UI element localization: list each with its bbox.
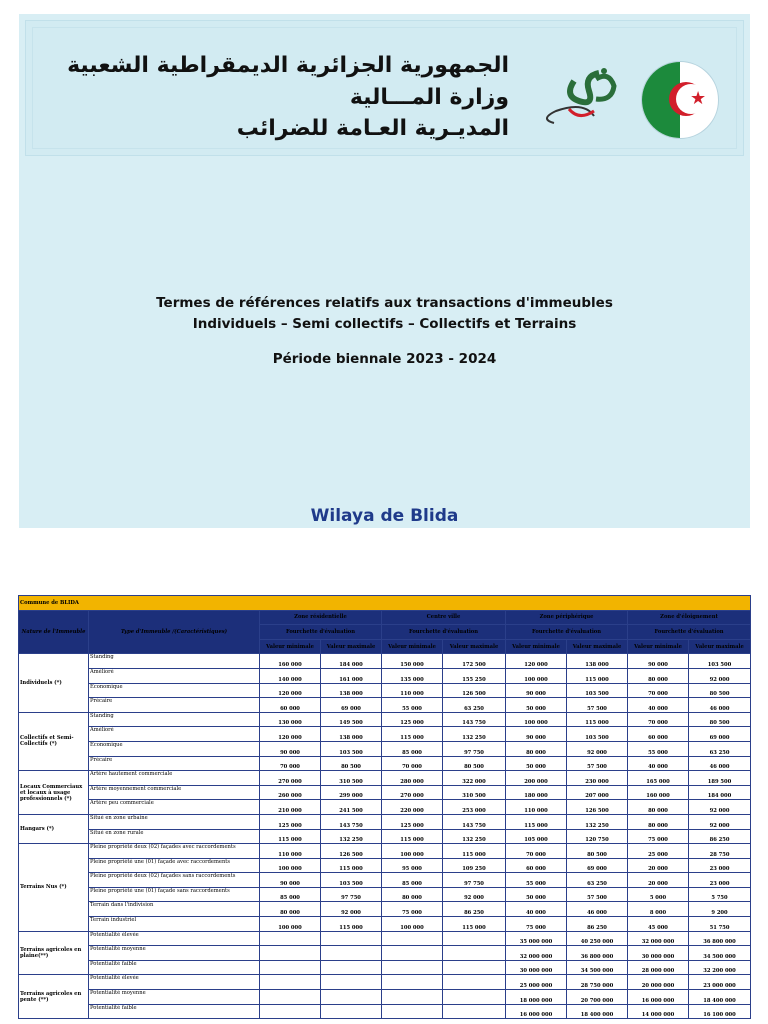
table-row [19,858,751,873]
value-cell: 210 000 [260,800,321,815]
value-cell: 115 000 [567,668,628,683]
value-cell: 45 000 [628,917,689,932]
value-cell [321,975,382,990]
value-cell: 63 250 [567,873,628,888]
type-cell: Artère moyennement commerciale [89,785,260,800]
table-row [19,829,751,844]
value-cell: 103 500 [567,683,628,698]
value-cell: 100 000 [506,668,567,683]
value-cell: 85 000 [382,741,443,756]
table-row [19,800,751,815]
value-cell: 40 250 000 [567,931,628,946]
value-cell: 57 500 [567,887,628,902]
value-cell [382,946,443,961]
value-cell: 40 000 [506,902,567,917]
value-cell: 40 000 [628,756,689,771]
value-cell: 115 000 [321,917,382,932]
table-row [19,931,751,946]
table-row [19,975,751,990]
min-header: Valeur minimale [628,639,689,654]
value-cell: 70 000 [628,712,689,727]
value-cell: 90 000 [260,741,321,756]
value-cell: 18 400 000 [689,990,751,1005]
value-cell [443,931,506,946]
valuation-table [18,595,751,1019]
value-cell: 34 500 000 [567,960,628,975]
type-cell: Artère hautement commerciale [89,771,260,786]
value-cell: 230 000 [567,771,628,786]
value-cell [260,960,321,975]
value-cell: 92 000 [689,800,751,815]
value-cell: 143 750 [321,814,382,829]
type-cell: Potentialité élevée [89,931,260,946]
value-cell: 97 750 [443,741,506,756]
value-cell [382,990,443,1005]
type-cell: Pleine propriété une (01) façade avec raccordements [89,858,260,873]
value-cell: 100 000 [260,858,321,873]
table-row [19,771,751,786]
value-cell: 241 500 [321,800,382,815]
value-cell: 75 000 [628,829,689,844]
type-cell: Précaire [89,756,260,771]
table-row [19,785,751,800]
value-cell: 16 100 000 [689,1004,751,1019]
cover-page [19,14,750,528]
value-cell: 200 000 [506,771,567,786]
value-cell: 135 000 [382,668,443,683]
table-row [19,654,751,669]
value-cell: 80 000 [628,668,689,683]
type-cell: Amélioré [89,668,260,683]
value-cell: 63 250 [689,741,751,756]
value-cell: 100 000 [506,712,567,727]
value-cell: 138 000 [321,683,382,698]
value-cell: 115 000 [321,858,382,873]
value-cell: 100 000 [382,844,443,859]
nature-cell: Terrains agricoles en pente (**) [19,975,89,1019]
value-cell: 97 750 [443,873,506,888]
value-cell: 132 250 [443,727,506,742]
table-row [19,756,751,771]
value-cell: 70 000 [382,756,443,771]
value-cell: 80 500 [321,756,382,771]
value-cell: 5 000 [628,887,689,902]
value-cell: 32 000 000 [506,946,567,961]
value-cell: 20 000 [628,858,689,873]
value-cell: 125 000 [382,712,443,727]
table-row [19,902,751,917]
commune-header: Commune de BLIDA [19,596,751,611]
value-cell: 92 000 [321,902,382,917]
table-row [19,960,751,975]
fourchette-header: Fourchette d'évaluation [260,625,382,640]
type-cell: Situé en zone urbaine [89,814,260,829]
value-cell [321,1004,382,1019]
value-cell: 55 000 [382,698,443,713]
value-cell: 220 000 [382,800,443,815]
value-cell: 115 000 [506,814,567,829]
value-cell [443,990,506,1005]
table-row [19,668,751,683]
value-cell: 32 000 000 [628,931,689,946]
value-cell: 92 000 [689,814,751,829]
value-cell: 8 000 [628,902,689,917]
type-cell: Economique [89,683,260,698]
nature-cell: Individuels (*) [19,654,89,712]
value-cell: 207 000 [567,785,628,800]
value-cell: 150 000 [382,654,443,669]
value-cell: 132 250 [321,829,382,844]
value-cell: 149 500 [321,712,382,727]
value-cell: 92 000 [443,887,506,902]
value-cell: 115 000 [567,712,628,727]
value-cell: 100 000 [382,917,443,932]
value-cell [443,975,506,990]
table-row [19,712,751,727]
value-cell: 115 000 [443,917,506,932]
fourchette-header: Fourchette d'évaluation [506,625,628,640]
nature-cell: Collectifs et Semi-Collectifs (*) [19,712,89,770]
value-cell [321,960,382,975]
value-cell: 100 000 [260,917,321,932]
type-cell: Economique [89,741,260,756]
value-cell: 16 000 000 [628,990,689,1005]
value-cell: 40 000 [628,698,689,713]
value-cell: 46 000 [567,902,628,917]
value-cell: 20 700 000 [567,990,628,1005]
value-cell: 253 000 [443,800,506,815]
zone-header: Zone périphérique [506,610,628,625]
zone-header: Zone résidentielle [260,610,382,625]
ministry-banner [25,20,744,156]
value-cell: 80 500 [689,683,751,698]
value-cell: 20 000 [628,873,689,888]
value-cell: 50 000 [506,756,567,771]
type-cell: Terrain dans l'indivision [89,902,260,917]
value-cell: 109 250 [443,858,506,873]
nature-cell: Hangars (*) [19,814,89,843]
table-row [19,698,751,713]
nature-cell: Terrains Nus (*) [19,844,89,932]
col-nature-header: Nature de l'Immeuble [19,610,89,654]
value-cell: 18 000 000 [506,990,567,1005]
type-cell: Potentialité moyenne [89,990,260,1005]
value-cell: 95 000 [382,858,443,873]
nature-cell: Locaux Commerciaux et locaux à usage professionnels (*) [19,771,89,815]
value-cell: 32 200 000 [689,960,751,975]
value-cell: 120 000 [260,683,321,698]
arabic-directorate-title: المديـرية العـامة للضرائب [236,116,509,141]
type-cell: Standing [89,654,260,669]
value-cell: 80 500 [567,844,628,859]
value-cell: 36 800 000 [567,946,628,961]
max-header: Valeur maximale [321,639,382,654]
value-cell: 103 500 [321,741,382,756]
value-cell: 92 000 [689,668,751,683]
value-cell: 30 000 000 [506,960,567,975]
arabic-republic-title: الجمهورية الجزائرية الديمقراطية الشعبية [67,53,509,78]
value-cell [260,931,321,946]
document-title-line1: Termes de références relatifs aux transactions d'immeubles [156,295,613,311]
value-cell: 35 000 000 [506,931,567,946]
value-cell: 126 500 [321,844,382,859]
value-cell: 14 000 000 [628,1004,689,1019]
value-cell: 120 750 [567,829,628,844]
value-cell: 126 500 [567,800,628,815]
value-cell: 69 000 [567,858,628,873]
max-header: Valeur maximale [689,639,751,654]
value-cell [382,960,443,975]
zone-header: Centre ville [382,610,506,625]
value-cell: 260 000 [260,785,321,800]
type-cell: Pleine propriété une (01) façade sans raccordements [89,887,260,902]
value-cell: 103 500 [567,727,628,742]
type-cell: Pleine propriété deux (02) façades sans raccordements [89,873,260,888]
value-cell: 115 000 [382,829,443,844]
value-cell: 90 000 [628,654,689,669]
value-cell: 120 000 [260,727,321,742]
nature-cell: Terrains agricoles en plaine(**) [19,931,89,975]
type-cell: Amélioré [89,727,260,742]
value-cell: 184 000 [321,654,382,669]
value-cell: 5 750 [689,887,751,902]
value-cell: 120 000 [506,654,567,669]
min-header: Valeur minimale [260,639,321,654]
value-cell: 299 000 [321,785,382,800]
value-cell: 90 000 [260,873,321,888]
value-cell: 85 000 [382,873,443,888]
value-cell: 105 000 [506,829,567,844]
value-cell: 28 000 000 [628,960,689,975]
table-row [19,946,751,961]
value-cell: 9 200 [689,902,751,917]
table-row [19,741,751,756]
value-cell [260,1004,321,1019]
max-header: Valeur maximale [443,639,506,654]
table-row [19,887,751,902]
value-cell: 85 000 [260,887,321,902]
value-cell: 189 500 [689,771,751,786]
table-row [19,727,751,742]
value-cell [382,1004,443,1019]
value-cell: 80 000 [382,887,443,902]
document-period: Période biennale 2023 - 2024 [272,351,497,367]
type-cell: Précaire [89,698,260,713]
value-cell: 46 000 [689,756,751,771]
wilaya-name: Wilaya de Blida [310,506,459,526]
value-cell: 80 000 [628,800,689,815]
value-cell: 184 000 [689,785,751,800]
value-cell [443,946,506,961]
max-header: Valeur maximale [567,639,628,654]
min-header: Valeur minimale [382,639,443,654]
value-cell [382,931,443,946]
value-cell: 70 000 [506,844,567,859]
value-cell: 69 000 [321,698,382,713]
value-cell: 75 000 [506,917,567,932]
value-cell: 86 250 [567,917,628,932]
value-cell: 80 000 [628,814,689,829]
table-row [19,917,751,932]
type-cell: Potentialité moyenne [89,946,260,961]
value-cell: 46 000 [689,698,751,713]
value-cell: 57 500 [567,756,628,771]
type-cell: Pleine propriété deux (02) façades avec raccordements [89,844,260,859]
value-cell: 110 000 [506,800,567,815]
document-title-line2: Individuels – Semi collectifs – Collectifs et Terrains [192,316,577,332]
value-cell: 80 000 [506,741,567,756]
dgi-logo-icon [534,61,634,141]
value-cell: 50 000 [506,698,567,713]
value-cell: 25 000 [628,844,689,859]
table-body [19,654,751,1019]
value-cell: 138 000 [567,654,628,669]
value-cell [260,990,321,1005]
value-cell: 160 000 [260,654,321,669]
value-cell: 25 000 000 [506,975,567,990]
value-cell: 280 000 [382,771,443,786]
value-cell: 60 000 [506,858,567,873]
value-cell [321,990,382,1005]
value-cell: 69 000 [689,727,751,742]
value-cell: 55 000 [628,741,689,756]
type-cell: Standing [89,712,260,727]
value-cell: 90 000 [506,727,567,742]
value-cell: 70 000 [260,756,321,771]
value-cell: 70 000 [628,683,689,698]
fourchette-header: Fourchette d'évaluation [382,625,506,640]
value-cell: 50 000 [506,887,567,902]
value-cell: 97 750 [321,887,382,902]
value-cell [321,946,382,961]
type-cell: Terrain industriel [89,917,260,932]
value-cell: 60 000 [260,698,321,713]
table-row [19,990,751,1005]
value-cell: 125 000 [382,814,443,829]
value-cell: 103 500 [321,873,382,888]
value-cell: 86 250 [689,829,751,844]
value-cell [321,931,382,946]
value-cell: 161 000 [321,668,382,683]
value-cell: 18 400 000 [567,1004,628,1019]
value-cell [260,975,321,990]
value-cell: 80 500 [443,756,506,771]
type-cell: Potentialité faible [89,960,260,975]
algerian-emblem-icon: ★ [641,61,719,139]
value-cell: 16 000 000 [506,1004,567,1019]
value-cell: 310 500 [443,785,506,800]
value-cell: 110 000 [260,844,321,859]
value-cell: 30 000 000 [628,946,689,961]
value-cell: 28 750 000 [567,975,628,990]
value-cell: 60 000 [628,727,689,742]
value-cell: 28 750 [689,844,751,859]
value-cell: 51 750 [689,917,751,932]
value-cell: 110 000 [382,683,443,698]
value-cell: 92 000 [567,741,628,756]
value-cell: 55 000 [506,873,567,888]
table-row [19,814,751,829]
value-cell: 270 000 [382,785,443,800]
type-cell: Artère peu commerciale [89,800,260,815]
value-cell: 155 250 [443,668,506,683]
value-cell: 172 500 [443,654,506,669]
value-cell [382,975,443,990]
value-cell [443,1004,506,1019]
value-cell: 140 000 [260,668,321,683]
value-cell [260,946,321,961]
value-cell: 80 000 [260,902,321,917]
value-cell: 180 000 [506,785,567,800]
value-cell: 322 000 [443,771,506,786]
value-cell: 115 000 [443,844,506,859]
value-cell: 138 000 [321,727,382,742]
value-cell: 23 000 [689,873,751,888]
arabic-ministry-title: وزارة المـــالية [349,85,509,110]
value-cell: 126 500 [443,683,506,698]
value-cell: 57 500 [567,698,628,713]
value-cell [443,960,506,975]
col-type-header: Type d'Immeuble /(Caractéristiques) [89,610,260,654]
value-cell: 90 000 [506,683,567,698]
type-cell: Situé en zone rurale [89,829,260,844]
table-row [19,683,751,698]
value-cell: 115 000 [382,727,443,742]
value-cell: 132 250 [567,814,628,829]
value-cell: 75 000 [382,902,443,917]
value-cell: 132 250 [443,829,506,844]
value-cell: 86 250 [443,902,506,917]
value-cell: 270 000 [260,771,321,786]
value-cell: 143 750 [443,712,506,727]
table-row [19,873,751,888]
value-cell: 23 000 [689,858,751,873]
value-cell: 63 250 [443,698,506,713]
value-cell: 165 000 [628,771,689,786]
fourchette-header: Fourchette d'évaluation [628,625,751,640]
value-cell: 143 750 [443,814,506,829]
value-cell: 310 500 [321,771,382,786]
value-cell: 103 500 [689,654,751,669]
value-cell: 115 000 [260,829,321,844]
zone-header: Zone d'éloignement [628,610,751,625]
value-cell: 125 000 [260,814,321,829]
value-cell: 36 800 000 [689,931,751,946]
value-cell: 80 500 [689,712,751,727]
table-row [19,1004,751,1019]
value-cell: 20 000 000 [628,975,689,990]
value-cell: 34 500 000 [689,946,751,961]
type-cell: Potentialité faible [89,1004,260,1019]
table-row [19,844,751,859]
value-cell: 130 000 [260,712,321,727]
min-header: Valeur minimale [506,639,567,654]
value-cell: 160 000 [628,785,689,800]
value-cell: 23 000 000 [689,975,751,990]
type-cell: Potentialité élevée [89,975,260,990]
